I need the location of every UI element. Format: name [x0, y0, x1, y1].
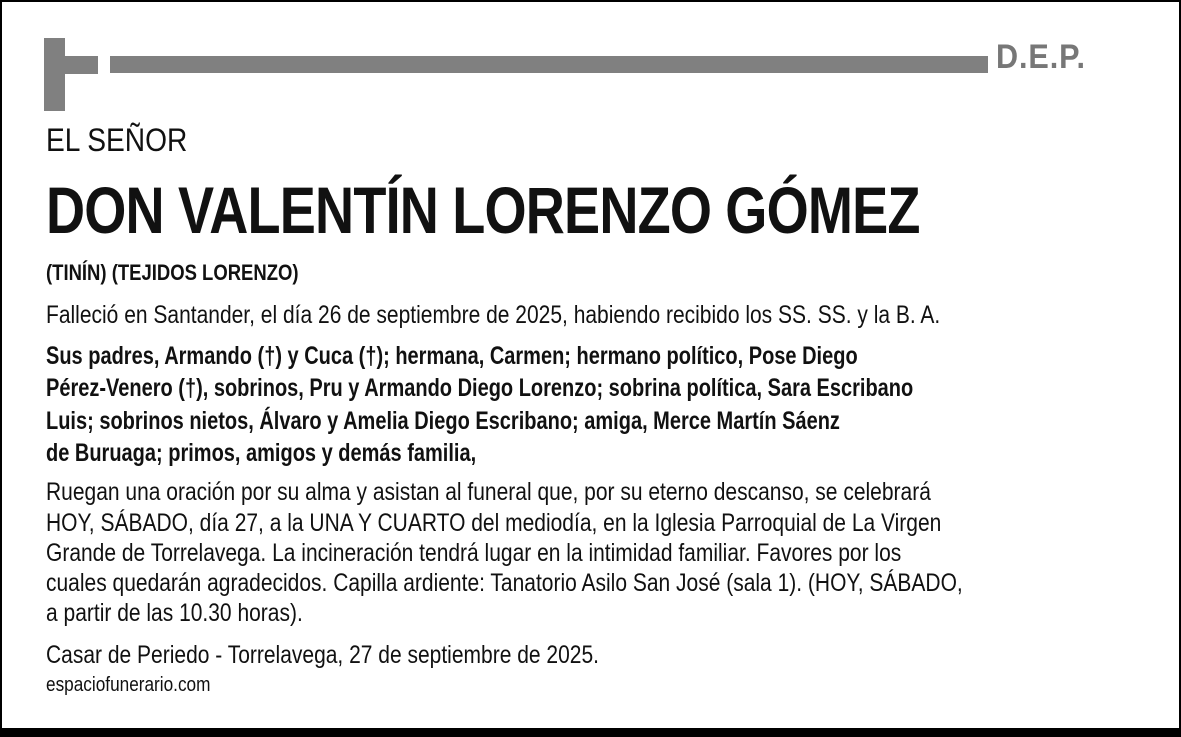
cross-vertical-bar	[44, 38, 65, 111]
honorific: EL SEÑOR	[46, 122, 188, 158]
header-rule	[110, 56, 988, 73]
aliases: (TINÍN) (TEJIDOS LORENZO)	[46, 260, 299, 285]
place-date: Casar de Periedo - Torrelavega, 27 de septiembre de 2025.	[46, 641, 599, 669]
cross-horizontal-bar	[54, 56, 98, 74]
obituary-card	[2, 2, 1179, 728]
website-link[interactable]: espaciofunerario.com	[46, 674, 211, 696]
deceased-name: DON VALENTÍN LORENZO GÓMEZ	[46, 173, 920, 247]
family-line: de Buruaga; primos, amigos y demás familia,	[46, 439, 477, 467]
family-line: Luis; sobrinos nietos, Álvaro y Amelia Diego Escribano; amiga, Merce Martín Sáenz	[46, 407, 840, 435]
family-line: Pérez-Venero (†), sobrinos, Pru y Armando Diego Lorenzo; sobrina política, Sara Escribano	[46, 374, 914, 402]
family-line: Sus padres, Armando (†) y Cuca (†); hermana, Carmen; hermano político, Pose Diego	[46, 342, 858, 370]
ceremony-line: Ruegan una oración por su alma y asistan al funeral que, por su eterno descanso, se celebrará	[46, 478, 931, 506]
ceremony-line: Grande de Torrelavega. La incineración tendrá lugar en la intimidad familiar. Favores por los	[46, 539, 902, 567]
ceremony-line: HOY, SÁBADO, día 27, a la UNA Y CUARTO del mediodía, en la Iglesia Parroquial de La Virgen	[46, 509, 942, 537]
ceremony-line: cuales quedarán agradecidos. Capilla ardiente: Tanatorio Asilo San José (sala 1). (HOY, SÁBADO,	[46, 569, 963, 597]
ceremony-line: a partir de las 10.30 horas).	[46, 599, 303, 627]
death-notice: Falleció en Santander, el día 26 de septiembre de 2025, habiendo recibido los SS. SS. y la B. A.	[46, 301, 941, 329]
dep-label: D.E.P.	[996, 38, 1086, 76]
